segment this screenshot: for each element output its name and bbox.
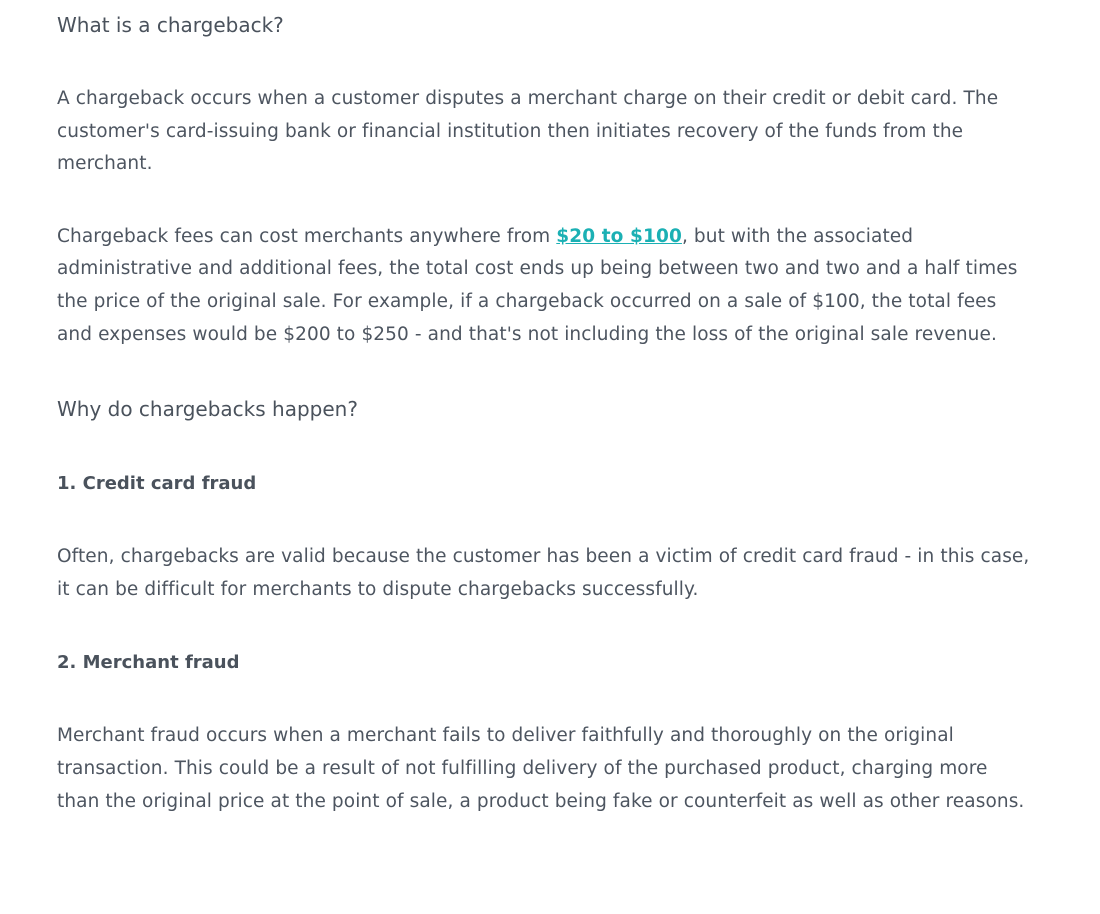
fees-text-before-link: Chargeback fees can cost merchants anywhere from [57, 225, 557, 247]
paragraph-fees [57, 221, 1032, 351]
paragraph-merchant-fraud: Merchant fraud occurs when a merchant fails to deliver faithfully and thoroughly on the original transaction. This could be a result of not fulfilling delivery of the purchased product, charging more than the original price at the point of sale, a product being fake or counterfeit as well as other reasons. [57, 725, 1025, 812]
article-body [57, 0, 1032, 818]
paragraph-definition: A chargeback occurs when a customer disputes a merchant charge on their credit or debit card. The customer's card-issuing bank or financial institution then initiates recovery of the funds from the merchant. [57, 88, 999, 175]
paragraph-credit-card-fraud: Often, chargebacks are valid because the customer has been a victim of credit card fraud - in this case, it can be difficult for merchants to dispute chargebacks successfully. [57, 546, 1030, 600]
heading-why-chargebacks-happen: Why do chargebacks happen? [57, 397, 358, 422]
subheading-credit-card-fraud: 1. Credit card fraud [57, 473, 257, 495]
fees-range-link[interactable]: $20 to $100 [556, 225, 682, 247]
heading-what-is-chargeback: What is a chargeback? [57, 13, 284, 37]
subheading-merchant-fraud: 2. Merchant fraud [57, 652, 240, 674]
fees-text-after-link: , but with the associated administrative and additional fees, the total cost ends up being between two and two and a half times the price of the original sale. For example, if a chargeback occurred on a sale of $100, the total fees and expenses would be $200 to $250 - and that's not including the loss of the original sale revenue. [57, 225, 1018, 345]
